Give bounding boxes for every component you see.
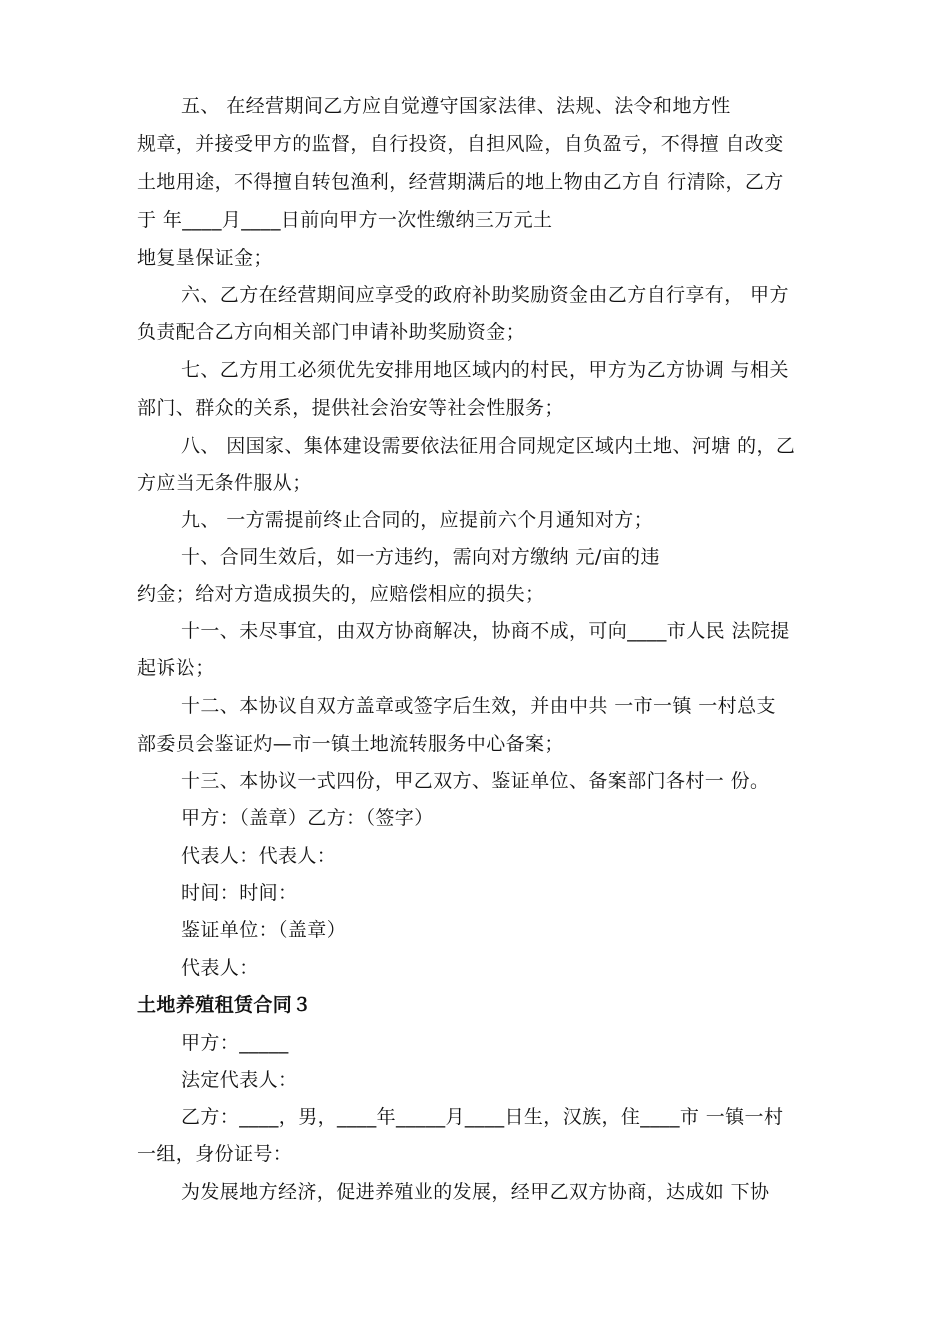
party-a-line: 甲方：_____ <box>181 1032 289 1054</box>
clause-5-line-2: 规章，并接受甲方的监督，自行投资，自担风险，自负盈亏，不得擅 自改变 <box>137 133 784 155</box>
clause-11-line-1: 十一、未尽事宜，由双方协商解决，协商不成，可向____市人民 法院提 <box>181 620 790 642</box>
preamble-line-1: 为发展地方经济，促进养殖业的发展，经甲乙双方协商，达成如 下协 <box>181 1181 770 1203</box>
party-b-line-1: 乙方：____，男，____年_____月____日生，汉族，住____市 一镇一村 <box>181 1106 784 1128</box>
clause-13-line-1: 十三、本协议一式四份，甲乙双方、鉴证单位、备案部门各村一 份。 <box>181 770 770 792</box>
clause-6-line-2: 负责配合乙方向相关部门申请补助奖励资金； <box>137 321 526 343</box>
section-heading: 土地养殖租赁合同３ <box>137 994 312 1016</box>
clause-8-line-1: 八、 因国家、集体建设需要依法征用合同规定区域内土地、河塘 的，乙 <box>181 435 796 457</box>
clause-8-line-2: 方应当无条件服从； <box>137 472 312 494</box>
clause-5-line-1: 五、 在经营期间乙方应自觉遵守国家法律、法规、法令和地方性 <box>181 95 731 117</box>
signature-time-line: 时间：时间： <box>181 882 298 904</box>
clause-10-line-1: 十、合同生效后，如一方违约，需向对方缴纳 元/亩的违 <box>181 546 660 568</box>
clause-5-line-4: 于 年____月____日前向甲方一次性缴纳三万元土 <box>137 209 553 231</box>
clause-5-line-3: 土地用途，不得擅自转包渔利，经营期满后的地上物由乙方自 行清除，乙方 <box>137 171 784 193</box>
legal-representative-line: 法定代表人： <box>181 1069 298 1091</box>
clause-11-line-2: 起诉讼； <box>137 657 215 679</box>
clause-9-line-1: 九、 一方需提前终止合同的，应提前六个月通知对方； <box>181 509 654 531</box>
signature-representative-line: 代表人：代表人： <box>181 845 337 867</box>
clause-7-line-1: 七、乙方用工必须优先安排用地区域内的村民，甲方为乙方协调 与相关 <box>181 359 789 381</box>
party-b-line-2: 一组，身份证号： <box>137 1143 293 1165</box>
clause-12-line-2: 部委员会鉴证灼—市一镇土地流转服务中心备案； <box>137 733 564 755</box>
clause-7-line-2: 部门、群众的关系，提供社会治安等社会性服务； <box>137 397 564 419</box>
clause-10-line-2: 约金；给对方造成损失的，应赔偿相应的损失； <box>137 583 545 605</box>
clause-5-line-5: 地复垦保证金； <box>137 247 273 269</box>
witness-unit-line: 鉴证单位：（盖章） <box>181 919 347 941</box>
clause-12-line-1: 十二、本协议自双方盖章或签字后生效，并由中共 一市一镇 一村总支 <box>181 695 776 717</box>
signature-party-line: 甲方：（盖章）乙方：（签字） <box>181 807 434 829</box>
clause-6-line-1: 六、乙方在经营期间应享受的政府补助奖励资金由乙方自行享有， 甲方 <box>181 284 789 306</box>
witness-representative-line: 代表人： <box>181 957 259 979</box>
